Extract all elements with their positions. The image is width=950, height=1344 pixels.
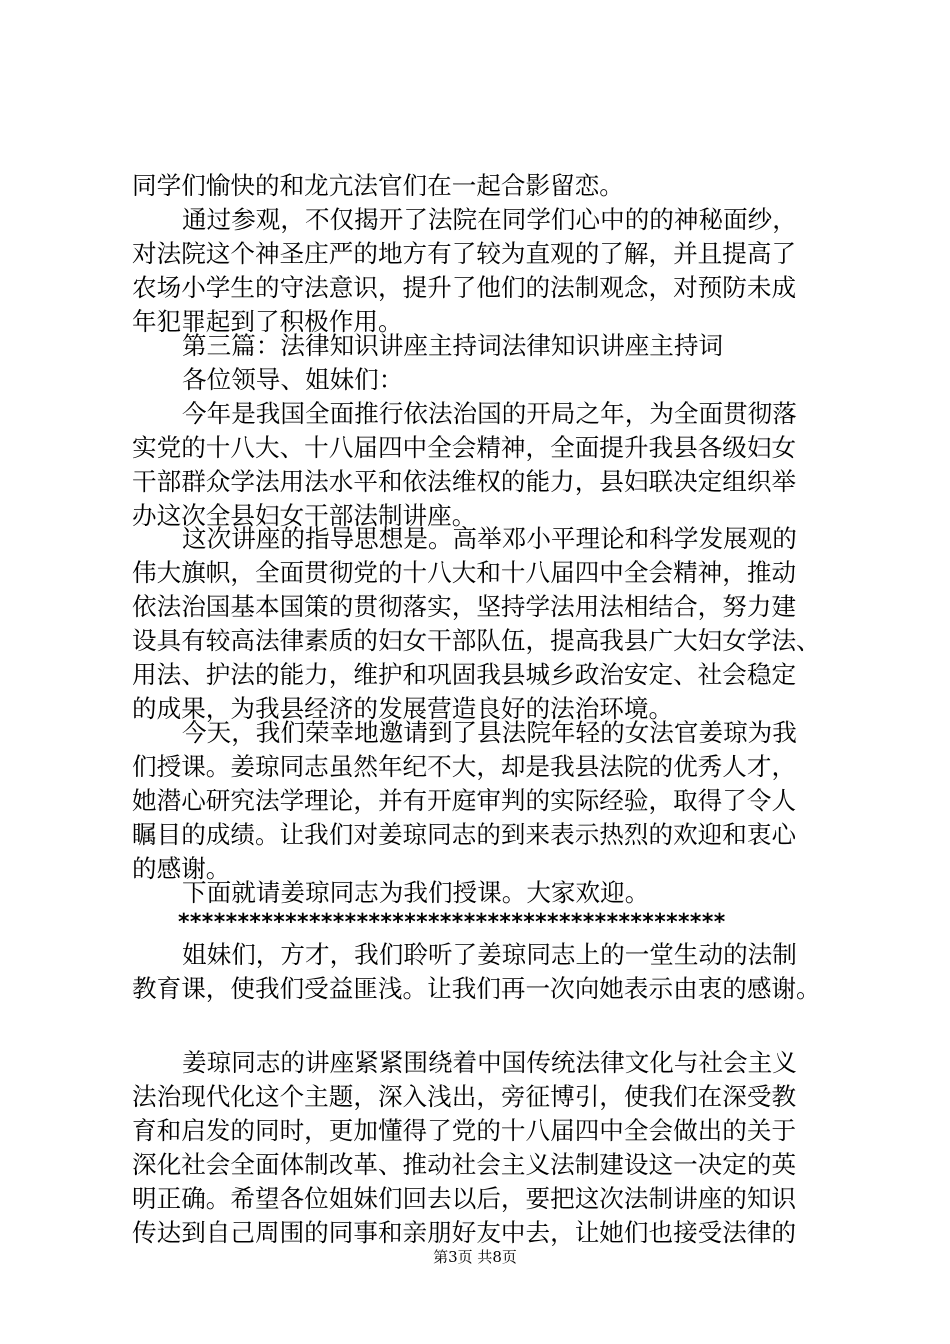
text-line: 们授课。姜琼同志虽然年纪不大，却是我县法院的优秀人才， <box>132 752 797 781</box>
text-line: 设具有较高法律素质的妇女干部队伍，提高我县广大妇女学法、 <box>132 626 821 655</box>
section-heading: 第三篇：法律知识讲座主持词法律知识讲座主持词 <box>182 331 724 360</box>
text-line: 姐妹们，方才，我们聆听了姜琼同志上的一堂生动的法制 <box>182 940 797 969</box>
separator-stars: ********************************************** <box>178 910 726 935</box>
text-line: 用法、护法的能力，维护和巩固我县城乡政治安定、社会稳定 <box>132 660 797 689</box>
text-line: 这次讲座的指导思想是。高举邓小平理论和科学发展观的 <box>182 524 797 553</box>
text-line: 实党的十八大、十八届四中全会精神，全面提升我县各级妇女 <box>132 433 797 462</box>
text-line: 法治现代化这个主题，深入浅出，旁征博引，使我们在深受教 <box>132 1082 797 1111</box>
text-line: 办这次全县妇女干部法制讲座。 <box>132 501 477 530</box>
text-line: 瞩目的成绩。让我们对姜琼同志的到来表示热烈的欢迎和衷心 <box>132 820 797 849</box>
text-line: 今天，我们荣幸地邀请到了县法院年轻的女法官姜琼为我 <box>182 718 797 747</box>
text-line: 依法治国基本国策的贯彻落实，坚持学法用法相结合，努力建 <box>132 592 797 621</box>
text-line: 同学们愉快的和龙亢法官们在一起合影留恋。 <box>132 171 624 200</box>
text-line: 的感谢。 <box>132 854 231 883</box>
salutation: 各位领导、姐妹们： <box>182 365 404 394</box>
page-footer: 第3页 共8页 <box>433 1248 517 1266</box>
text-line: 干部群众学法用法水平和依法维权的能力，县妇联决定组织举 <box>132 467 797 496</box>
text-line: 今年是我国全面推行依法治国的开局之年，为全面贯彻落 <box>182 399 797 428</box>
text-line: 对法院这个神圣庄严的地方有了较为直观的了解，并且提高了 <box>132 239 797 268</box>
text-line: 深化社会全面体制改革、推动社会主义法制建设这一决定的英 <box>132 1150 797 1179</box>
text-line: 传达到自己周围的同事和亲朋好友中去，让她们也接受法律的 <box>132 1218 797 1247</box>
text-line: 通过参观，不仅揭开了法院在同学们心中的的神秘面纱， <box>182 205 797 234</box>
text-line: 她潜心研究法学理论，并有开庭审判的实际经验，取得了令人 <box>132 786 797 815</box>
text-line: 的成果，为我县经济的发展营造良好的法治环境。 <box>132 694 674 723</box>
text-line: 明正确。希望各位姐妹们回去以后，要把这次法制讲座的知识 <box>132 1184 797 1213</box>
text-line: 年犯罪起到了积极作用。 <box>132 307 403 336</box>
text-line: 姜琼同志的讲座紧紧围绕着中国传统法律文化与社会主义 <box>182 1048 797 1077</box>
text-line: 教育课，使我们受益匪浅。让我们再一次向她表示由衷的感谢。 <box>132 974 821 1003</box>
text-line: 下面就请姜琼同志为我们授课。大家欢迎。 <box>182 878 650 907</box>
text-line: 农场小学生的守法意识，提升了他们的法制观念，对预防未成 <box>132 273 797 302</box>
text-line: 育和启发的同时，更加懂得了党的十八届四中全会做出的关于 <box>132 1116 797 1145</box>
text-line: 伟大旗帜，全面贯彻党的十八大和十八届四中全会精神，推动 <box>132 558 797 587</box>
